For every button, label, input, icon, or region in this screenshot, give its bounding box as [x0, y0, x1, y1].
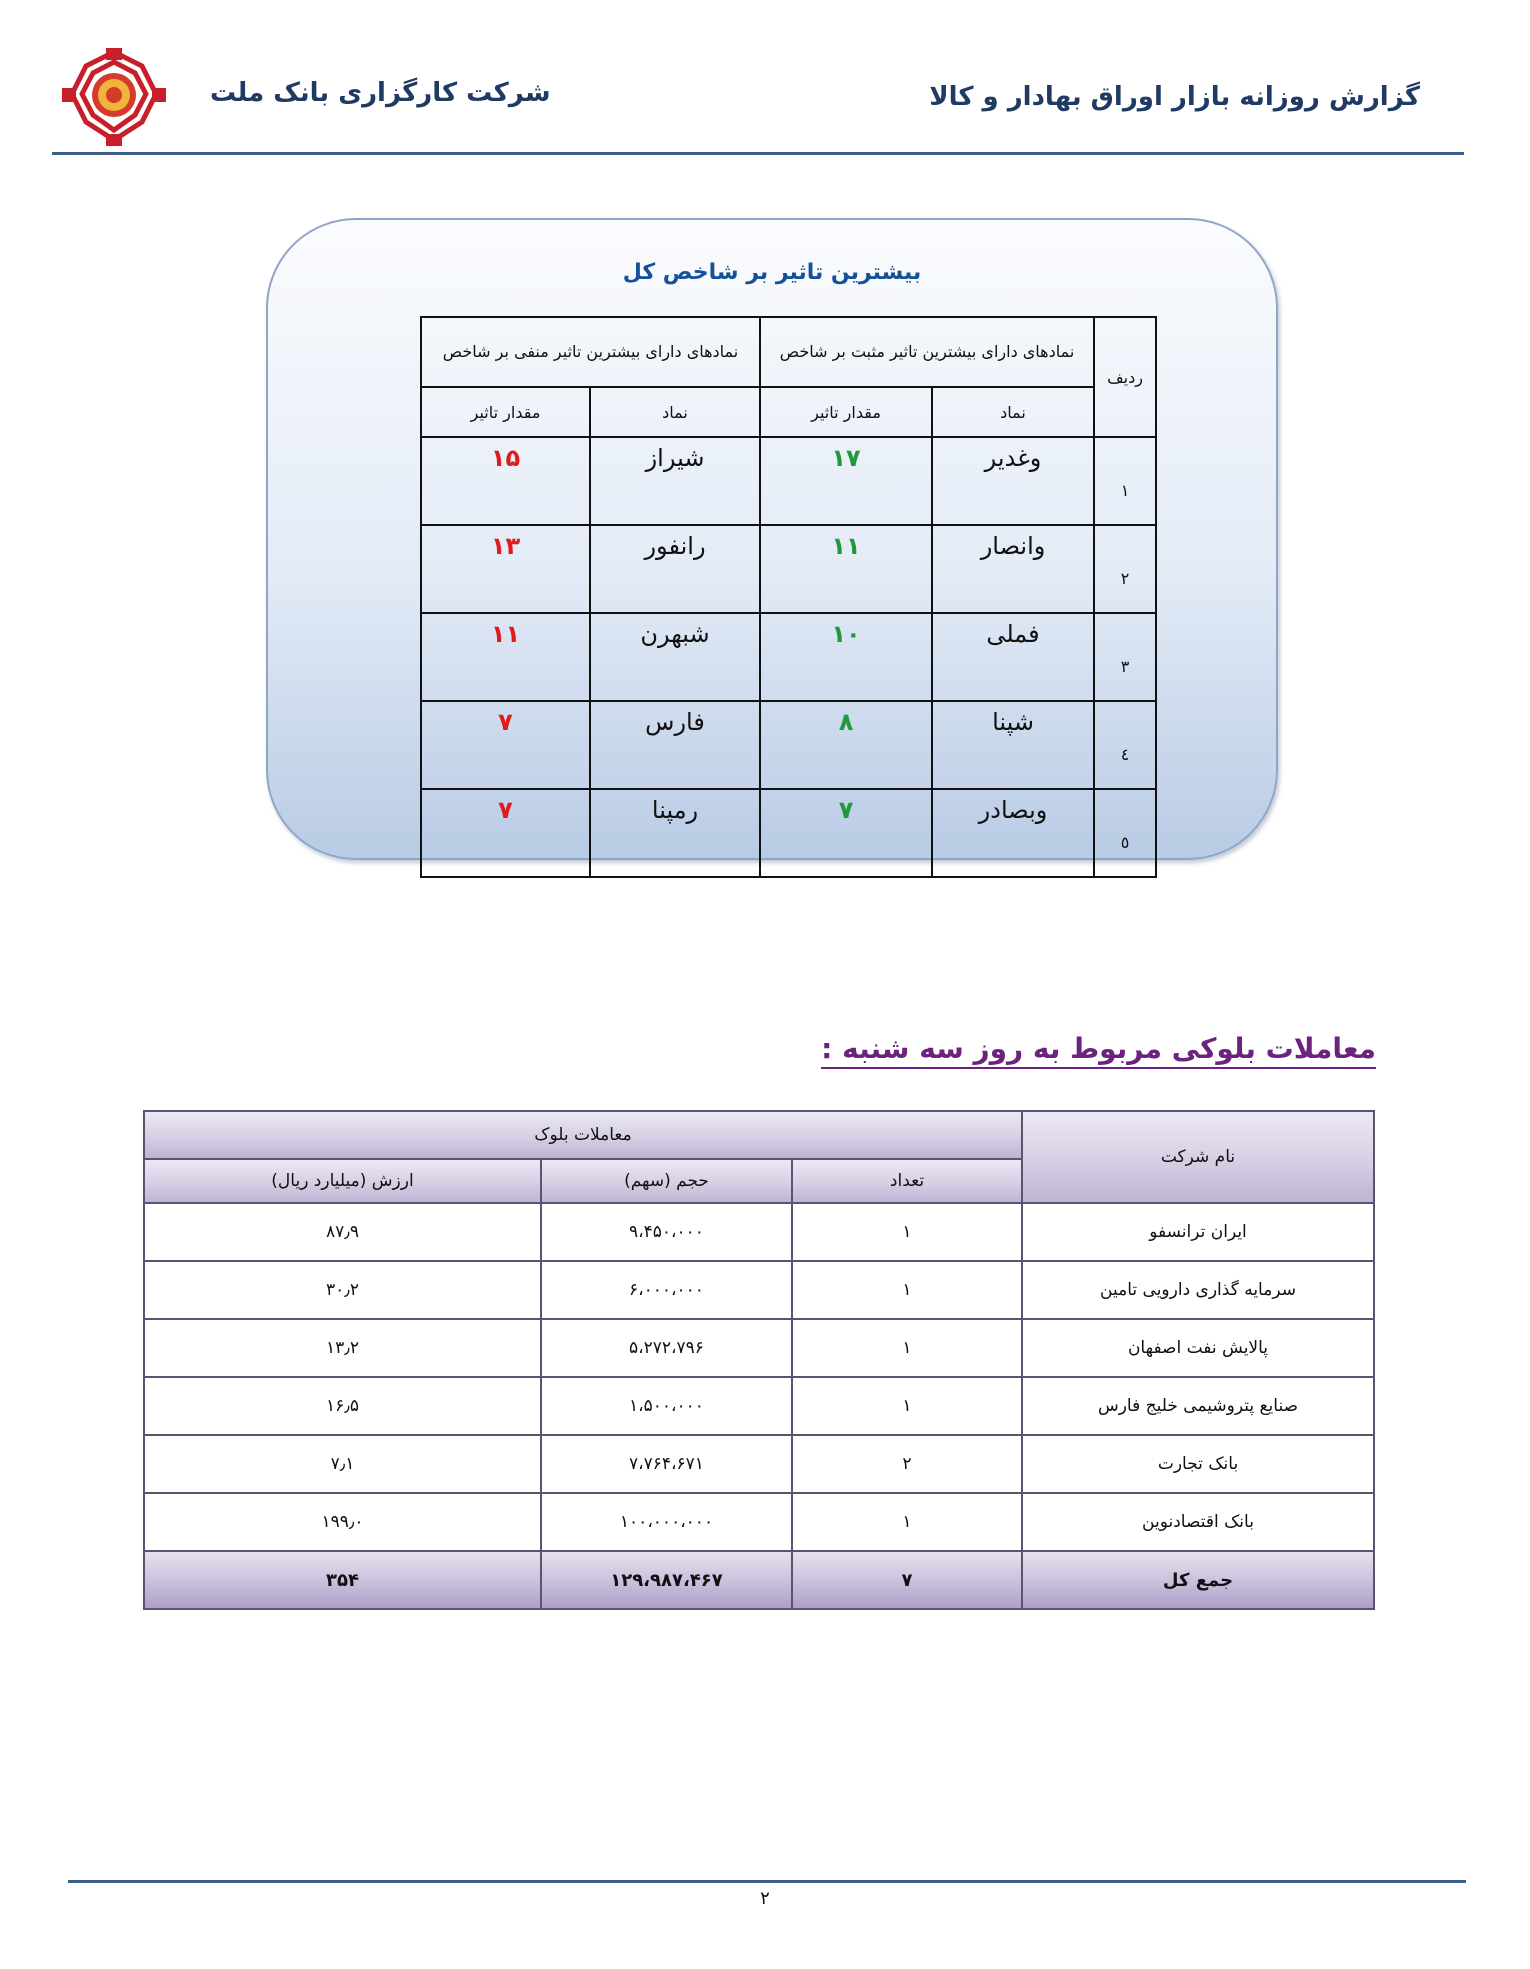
volume-cell: ۷،۷۶۴،۶۷۱ [541, 1435, 792, 1493]
company-cell: بانک تجارت [1022, 1435, 1374, 1493]
positive-value: ۷ [760, 789, 932, 877]
index-impact-table [420, 316, 1157, 878]
negative-value-header: مقدار تاثیر [421, 387, 590, 437]
count-cell: ۱ [792, 1493, 1022, 1551]
negative-symbol: رانفور [590, 525, 760, 613]
negative-symbol: فارس [590, 701, 760, 789]
table-row [144, 1261, 1374, 1319]
table-row [144, 1203, 1374, 1261]
positive-symbol-header: نماد [932, 387, 1094, 437]
value-cell: ۳۰٫۲ [144, 1261, 541, 1319]
total-value: ۳۵۴ [144, 1551, 541, 1609]
volume-cell: ۱،۵۰۰،۰۰۰ [541, 1377, 792, 1435]
bank-mellat-logo-icon [62, 48, 166, 146]
page-number: ۲ [760, 1888, 770, 1909]
total-count: ۷ [792, 1551, 1022, 1609]
positive-symbol: وانصار [932, 525, 1094, 613]
row-index: ۳ [1094, 613, 1156, 701]
volume-cell: ۶،۰۰۰،۰۰۰ [541, 1261, 792, 1319]
value-cell: ۸۷٫۹ [144, 1203, 541, 1261]
row-index: ٤ [1094, 701, 1156, 789]
row-index: ۲ [1094, 525, 1156, 613]
block-trades-heading: معاملات بلوکی مربوط به روز سه شنبه : [821, 1032, 1376, 1069]
value-cell: ۱۹۹٫۰ [144, 1493, 541, 1551]
count-cell: ۱ [792, 1261, 1022, 1319]
row-index: ٥ [1094, 789, 1156, 877]
positive-value: ۱۱ [760, 525, 932, 613]
table-row [421, 437, 1156, 525]
table-row [421, 613, 1156, 701]
count-cell: ۱ [792, 1203, 1022, 1261]
volume-cell: ۱۰۰،۰۰۰،۰۰۰ [541, 1493, 792, 1551]
index-impact-panel [266, 218, 1278, 860]
value-cell: ۷٫۱ [144, 1435, 541, 1493]
company-cell: سرمایه گذاری دارویی تامین [1022, 1261, 1374, 1319]
positive-symbol: شپنا [932, 701, 1094, 789]
positive-value: ۱۷ [760, 437, 932, 525]
positive-value: ۱۰ [760, 613, 932, 701]
count-header: تعداد [792, 1159, 1022, 1203]
negative-value: ۱۳ [421, 525, 590, 613]
row-number-header: ردیف [1094, 317, 1156, 437]
positive-value-header: مقدار تاثیر [760, 387, 932, 437]
positive-impact-header: نمادهای دارای بیشترین تاثیر مثبت بر شاخص [760, 317, 1094, 387]
company-cell: صنایع پتروشیمی خلیج فارس [1022, 1377, 1374, 1435]
company-name: شرکت کارگزاری بانک ملت [210, 78, 551, 108]
negative-symbol: شبهرن [590, 613, 760, 701]
company-cell: ایران ترانسفو [1022, 1203, 1374, 1261]
header-divider [52, 152, 1464, 155]
positive-value: ۸ [760, 701, 932, 789]
table-row [144, 1435, 1374, 1493]
negative-symbol: رمپنا [590, 789, 760, 877]
company-name-header: نام شرکت [1022, 1111, 1374, 1203]
negative-symbol: شیراز [590, 437, 760, 525]
count-cell: ۱ [792, 1319, 1022, 1377]
row-index: ۱ [1094, 437, 1156, 525]
company-cell: پالایش نفت اصفهان [1022, 1319, 1374, 1377]
table-row [144, 1493, 1374, 1551]
table-row [144, 1319, 1374, 1377]
block-trades-group-header: معاملات بلوک [144, 1111, 1022, 1159]
table-row [421, 701, 1156, 789]
volume-header: حجم (سهم) [541, 1159, 792, 1203]
positive-symbol: وبصادر [932, 789, 1094, 877]
count-cell: ۲ [792, 1435, 1022, 1493]
positive-symbol: فملی [932, 613, 1094, 701]
table-row [421, 525, 1156, 613]
negative-value: ۷ [421, 701, 590, 789]
volume-cell: ۹،۴۵۰،۰۰۰ [541, 1203, 792, 1261]
negative-symbol-header: نماد [590, 387, 760, 437]
value-header: ارزش (میلیارد ریال) [144, 1159, 541, 1203]
volume-cell: ۵،۲۷۲،۷۹۶ [541, 1319, 792, 1377]
company-cell: بانک اقتصادنوین [1022, 1493, 1374, 1551]
block-trades-table [143, 1110, 1375, 1610]
negative-value: ۱۱ [421, 613, 590, 701]
report-title: گزارش روزانه بازار اوراق بهادار و کالا [929, 82, 1420, 112]
impact-title: بیشترین تاثیر بر شاخص کل [622, 260, 922, 285]
footer-divider [68, 1880, 1466, 1883]
value-cell: ۱۳٫۲ [144, 1319, 541, 1377]
total-label: جمع کل [1022, 1551, 1374, 1609]
positive-symbol: وغدیر [932, 437, 1094, 525]
total-volume: ۱۲۹،۹۸۷،۴۶۷ [541, 1551, 792, 1609]
count-cell: ۱ [792, 1377, 1022, 1435]
negative-value: ۷ [421, 789, 590, 877]
total-row [144, 1551, 1374, 1609]
negative-impact-header: نمادهای دارای بیشترین تاثیر منفی بر شاخص [421, 317, 760, 387]
negative-value: ۱۵ [421, 437, 590, 525]
value-cell: ۱۶٫۵ [144, 1377, 541, 1435]
table-row [144, 1377, 1374, 1435]
table-row [421, 789, 1156, 877]
